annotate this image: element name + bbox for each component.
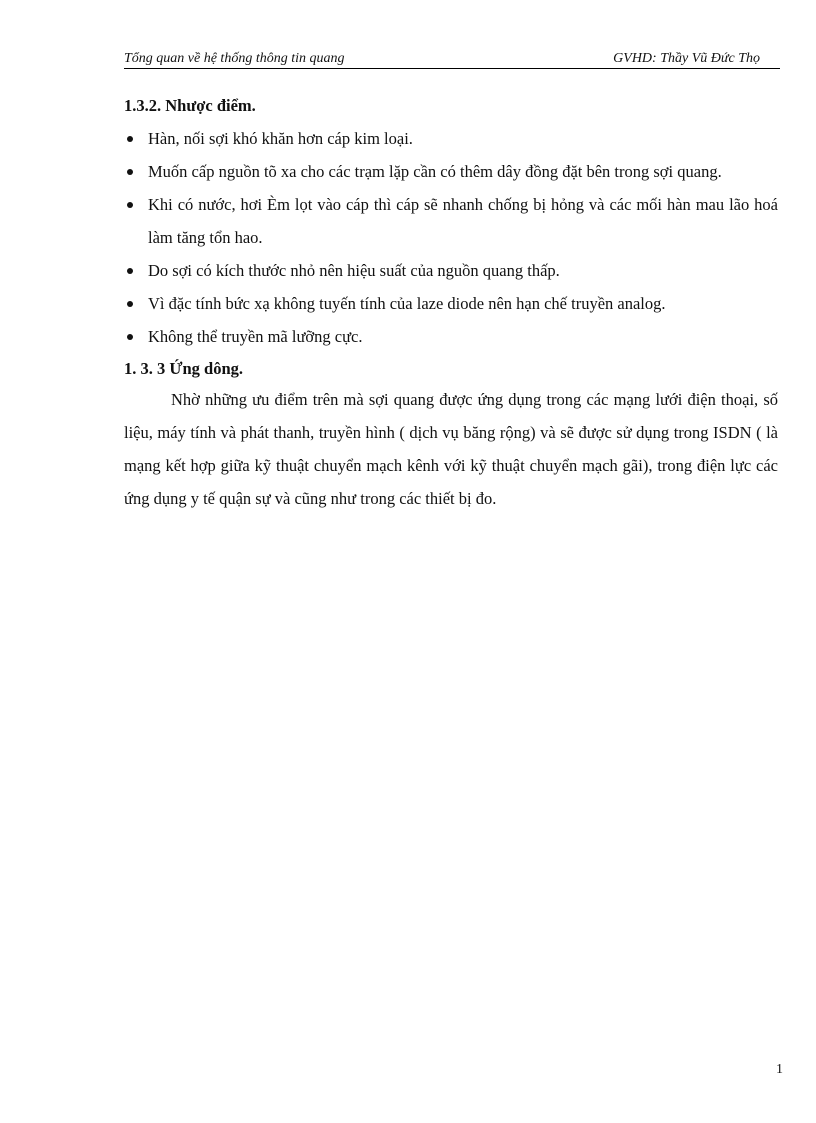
list-item-text: Muốn cấp nguồn tõ xa cho các trạm lặp cần có thêm dây đồng đặt bên trong sợi quang. — [148, 162, 722, 181]
bullet-icon — [127, 301, 133, 307]
header-supervisor: GVHD: Thầy Vũ Đức Thọ — [613, 51, 760, 66]
bullet-icon — [127, 268, 133, 274]
list-item — [124, 254, 778, 287]
list-item-text: Không thể truyền mã lưỡng cực. — [148, 327, 363, 346]
bullet-icon — [127, 169, 133, 175]
page-number: 1 — [776, 1062, 783, 1077]
page-header — [124, 50, 780, 69]
list-item-text: Hàn, nối sợi khó khăn hơn cáp kim loại. — [148, 129, 413, 148]
disadvantages-list — [124, 122, 778, 353]
list-item-text: Khi có nước, hơi Èm lọt vào cáp thì cáp sẽ nhanh chống bị hỏng và các mối hàn mau lão hoá làm tăng tổn hao. — [148, 195, 778, 247]
bullet-icon — [127, 202, 133, 208]
list-item-text: Do sợi có kích thước nhỏ nên hiệu suất của nguồn quang thấp. — [148, 261, 560, 280]
list-item — [124, 287, 778, 320]
list-item-text: Vì đặc tính bức xạ không tuyến tính của laze diode nên hạn chế truyền analog. — [148, 294, 666, 313]
document-body — [124, 94, 778, 515]
list-item — [124, 188, 778, 254]
section-heading-disadvantages: 1.3.2. Nhược điểm. — [124, 96, 256, 115]
bullet-icon — [127, 136, 133, 142]
section-heading-applications: 1. 3. 3 Ứng dông. — [124, 359, 244, 378]
applications-paragraph: Nhờ những ưu điểm trên mà sợi quang được ứng dụng trong các mạng lưới điện thoại, số liệu, máy tính và phát thanh, truyền hình ( dịch vụ băng rộng) và sẽ được sử dụng trong ISDN ( là mạng kết hợp giữa kỹ thuật chuyển mạch kênh với kỹ thuật chuyển mạch gãi), trong điện lực các ứng dụng y tế quận sự và cũng như trong các thiết bị đo. — [124, 390, 778, 508]
list-item — [124, 320, 778, 353]
bullet-icon — [127, 334, 133, 340]
list-item — [124, 122, 778, 155]
header-document-title: Tổng quan về hệ thống thông tin quang — [124, 51, 345, 66]
list-item — [124, 155, 778, 188]
